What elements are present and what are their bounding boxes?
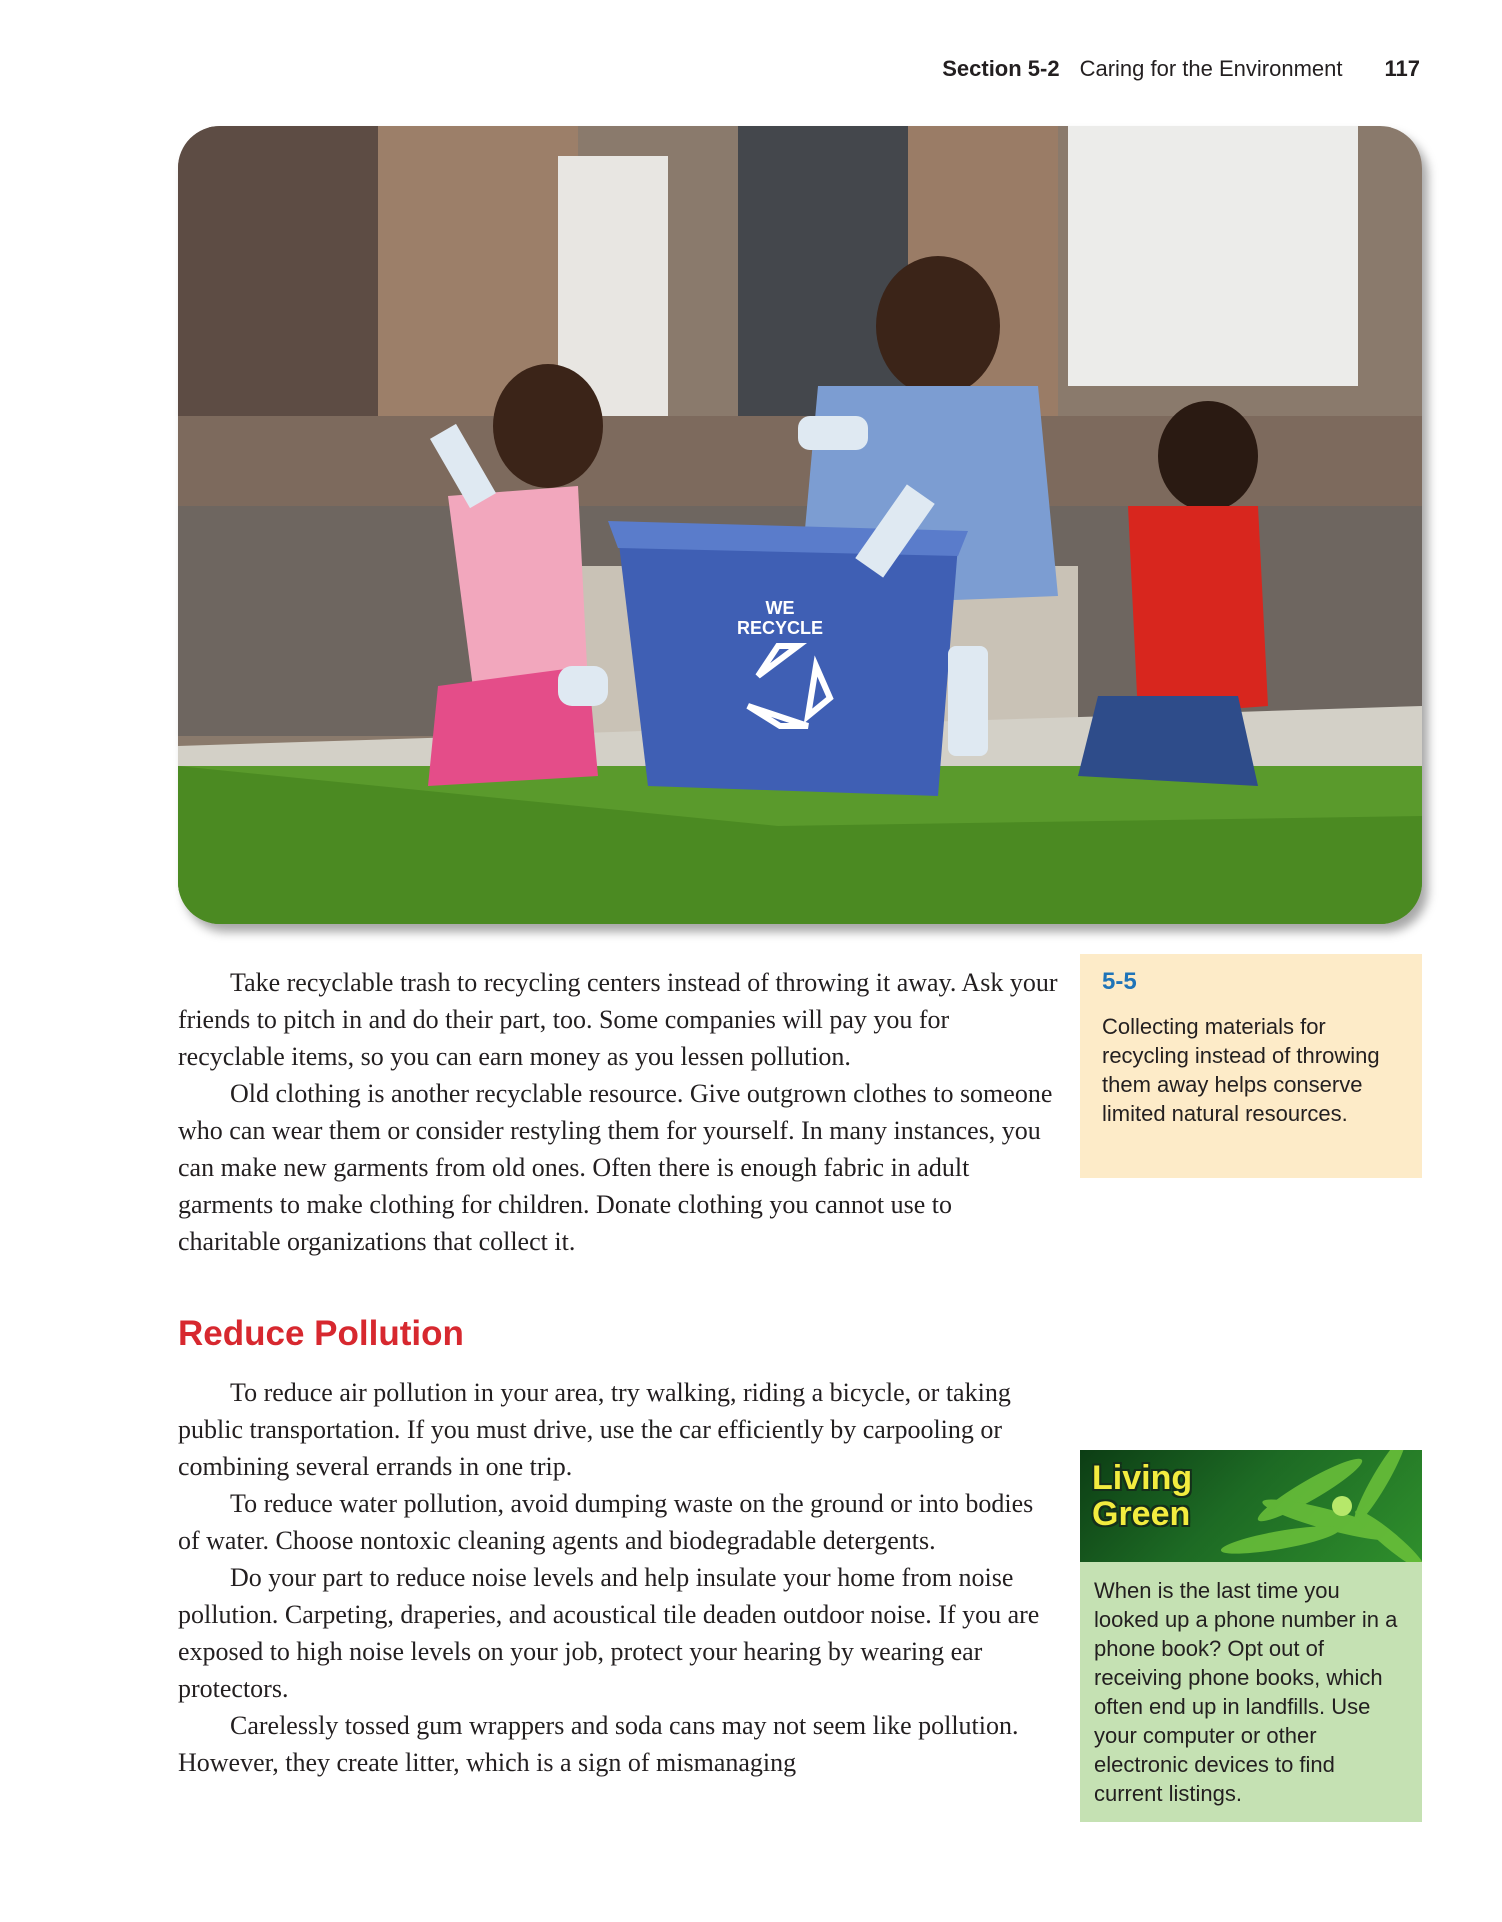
paragraph: To reduce water pollution, avoid dumping waste on the ground or into bodies of water. Choose nontoxic cleaning agents and biodegradable detergents. — [178, 1489, 1034, 1555]
recycling-photo — [178, 126, 1422, 924]
photo-illustration — [178, 126, 1422, 924]
figure-caption — [1080, 954, 1422, 1178]
section-number: Section 5-2 — [942, 56, 1060, 81]
title-line: Green — [1092, 1495, 1191, 1533]
living-green-title — [1092, 1460, 1192, 1532]
living-green-text: When is the last time you looked up a phone number in a phone book? Opt out of receiving phone books, which often end up in landfills. Use your computer or other electronic devices to find current listings. — [1094, 1578, 1398, 1806]
paragraph: Do your part to reduce noise levels and help insulate your home from noise pollution. Carpeting, draperies, and acoustical tile deaden outdoor noise. If you are exposed to high noise levels on your job, protect your hearing by wearing ear protectors. — [178, 1563, 1040, 1703]
body-text-top — [178, 964, 1058, 1260]
section-heading: Reduce Pollution — [178, 1314, 464, 1353]
running-header — [0, 56, 1420, 82]
paragraph: Carelessly tossed gum wrappers and soda cans may not seem like pollution. However, they create litter, which is a sign of mismanaging — [178, 1711, 1019, 1777]
paragraph: Old clothing is another recyclable resource. Give outgrown clothes to someone who can wear them or consider restyling them for yourself. In many instances, you can make new garments from old ones. Often there is enough fabric in adult garments to make clothing for children. Donate clothing you cannot use to charitable organizations that collect it. — [178, 1079, 1053, 1256]
caption-text: Collecting materials for recycling instead of throwing them away helps conserve limited natural resources. — [1102, 1014, 1380, 1126]
section-title: Caring for the Environment — [1079, 56, 1343, 81]
living-green-box — [1080, 1450, 1422, 1822]
paragraph: Take recyclable trash to recycling centers instead of throwing it away. Ask your friends to pitch in and do their part, too. Some companies will pay you for recyclable items, so you can earn money as you lessen pollution. — [178, 968, 1058, 1071]
living-green-banner — [1080, 1450, 1422, 1562]
paragraph: To reduce air pollution in your area, try walking, riding a bicycle, or taking public transportation. If you must drive, use the car efficiently by carpooling or combining several errands in one trip. — [178, 1378, 1011, 1481]
title-line: Living — [1092, 1459, 1193, 1497]
page-number: 117 — [1384, 56, 1420, 81]
body-text-bottom — [178, 1374, 1058, 1781]
bin-label: WE RECYCLE — [736, 598, 823, 638]
caption-number: 5-5 — [1102, 968, 1137, 995]
